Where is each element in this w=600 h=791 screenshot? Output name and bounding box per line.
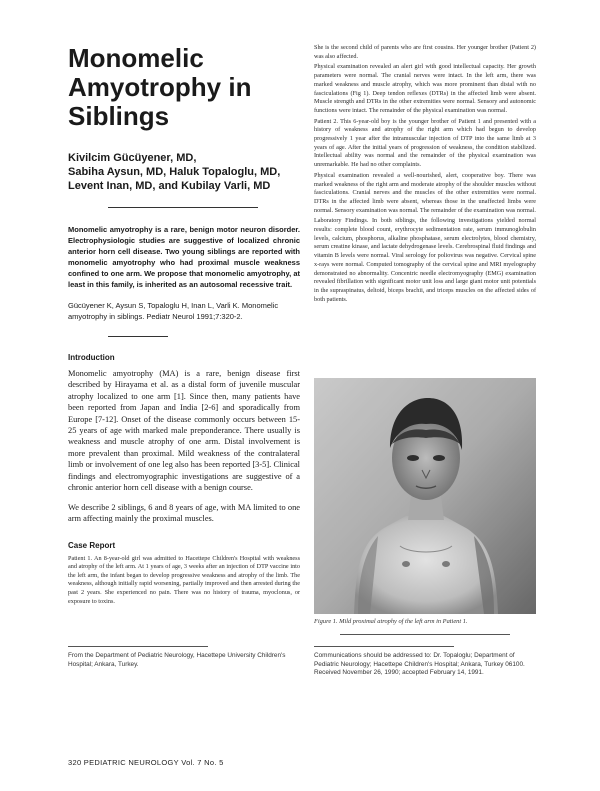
article-title [68, 44, 300, 131]
title-line: Siblings [68, 101, 170, 131]
figure-caption: Figure 1. Mild proximal atrophy of the left arm in Patient 1. [314, 618, 468, 625]
citation: Gücüyener K, Aysun S, Topaloglu H, Inan L, Varli K. Monomelic amyotrophy in siblings. Pediatr Neurol 1991;7:320-2. [68, 301, 279, 321]
body-paragraph: She is the second child of parents who are first cousins. Her younger brother (Patient 2) was also affected. [314, 44, 536, 60]
patient-photo [314, 378, 536, 614]
section-heading-introduction: Introduction [68, 353, 115, 362]
divider [340, 634, 510, 635]
author-line: Levent Inan, MD, and Kubilay Varli, MD [68, 180, 271, 192]
right-column [314, 44, 536, 306]
abstract: Monomelic amyotrophy is a rare, benign motor neuron disorder. Electrophysiologic studies are suggestive of localized chronic anterior horn cell disease. Two young siblings are reported with monomelic amyotrophy who had proximal muscle weakness confined to one arm. We propose that monomelic amyotrophy, at least in this family, is inherited as an autosomal recessive trait. [68, 225, 300, 289]
intro-paragraph: We describe 2 siblings, 6 and 8 years of age, with MA limited to one arm affecting mainly the proximal muscles. [68, 502, 300, 524]
divider [68, 646, 208, 647]
title-line: Monomelic [68, 43, 204, 73]
section-heading-case-report: Case Report [68, 540, 116, 550]
affiliation-note: From the Department of Pediatric Neurology, Hacettepe University Children's Hospital; Ankara, Turkey. [68, 652, 286, 668]
patient-photo-illustration [314, 378, 536, 614]
author-list [68, 151, 300, 193]
body-paragraph: Physical examination revealed an alert girl with good intellectual capacity. Her growth parameters were normal. The cranial nerves were intact. In the left arm, there was marked weakness and muscle atrophy, which was more prominent than distal with no fasciculations (Fig 1). Deep tendon reflexes (DTRs) in the affected limb were absent. Muscle strength and DTRs in the other extremities were normal. Sensory and autonomic functions were intact. The remainder of the physical examination was normal. [314, 63, 536, 114]
title-line: Amyotrophy in [68, 72, 252, 102]
intro-paragraph: Monomelic amyotrophy (MA) is a rare, benign disease first described by Hirayama et al. as a distal form of juvenile muscular atrophy localized to one arm [1]. Since then, many patients have been reported from Japan and India [2-6] and sporadically from Europe [7-12]. Onset of the disease commonly occurs between 15-25 years of age with marked male preponderance. There usually is weakness and muscle atrophy of one arm. Distal involvement is more prevalent than proximal. Mild weakness of the contralateral limb or involvement of one leg also has been reported [3-5]. Clinical findings and electromyographic investigations are suggestive of a chronic anterior horn cell disease with a benign course. [68, 369, 300, 493]
author-line: Kivilcim Gücüyener, MD, [68, 152, 197, 164]
received-dates: Received November 26, 1990; accepted February 14, 1991. [314, 669, 484, 676]
body-paragraph: Physical examination revealed a well-nourished, alert, cooperative boy. There was marked weakness of the right arm and moderate atrophy of the shoulder muscles without fasciculations. Cranial nerves and the muscles of the other extremities were normal. DTRs in the affected limb were absent, whereas those in the unaffected limbs were normal. Sensory examination was normal. The remainder of the examination was normal. [314, 171, 536, 214]
case-report-paragraph: Patient 1. An 8-year-old girl was admitted to Hacettepe Children's Hospital with weakness and atrophy of the left arm. At 1 years of age, 3 weeks after an injection of DTP vaccine into the left arm, the infant began to develop progressive weakness and atrophy of the limb. The weakness, although initially rapid worsening, partially improved and then arrested during the past 2 years. She experienced no pain. There was no history of trauma, myoclonus, or exposure to toxins. [68, 554, 300, 605]
divider [108, 207, 258, 208]
divider [314, 646, 454, 647]
correspondence-note [314, 652, 536, 678]
body-paragraph: Laboratory Findings. In both siblings, the following investigations yielded normal results: complete blood count, erythrocyte sedimentation rate, serum immunoglobulin levels, calcium, phosphorus, alkaline phosphatase, serum electrolytes, blood chemistry, serum creatine kinase, and lactate dehydrogenase levels. Cerebrospinal fluid findings and vitamin B levels were normal. Viral serology for poliovirus was negative. Cervical spine x-rays were normal. Computed tomography of the cervical spine and MRI myelography demonstrated no abnormality. Concentric needle electromyography (EMG) examination revealed fibrillation with significant motor unit loss and large giant motor unit potentials in the supraspinatus, deltoid, biceps brachii, and triceps muscles on the affected sides of both patients. [314, 217, 536, 303]
correspondence-text: Communications should be addressed to: Dr. Topaloglu; Department of Pediatric Neurology; Hacettepe Children's Hospital; Ankara, Turkey 06100. [314, 652, 525, 668]
author-line: Sabiha Aysun, MD, Haluk Topaloglu, MD, [68, 166, 281, 178]
body-paragraph: Patient 2. This 6-year-old boy is the younger brother of Patient 1 and presented with a history of weakness and atrophy of the right arm which had begun to develop progressively 1 year after the intramuscular injection of DTP into the same limb at 3 years of age. After the initial years of progression of weakness, the condition stabilized. Intellectual ability was normal and the remainder of the physical examination was unremarkable. He had no other complaints. [314, 117, 536, 169]
divider [108, 336, 168, 337]
left-column [68, 44, 300, 612]
running-footer: 320 PEDIATRIC NEUROLOGY Vol. 7 No. 5 [68, 758, 224, 767]
